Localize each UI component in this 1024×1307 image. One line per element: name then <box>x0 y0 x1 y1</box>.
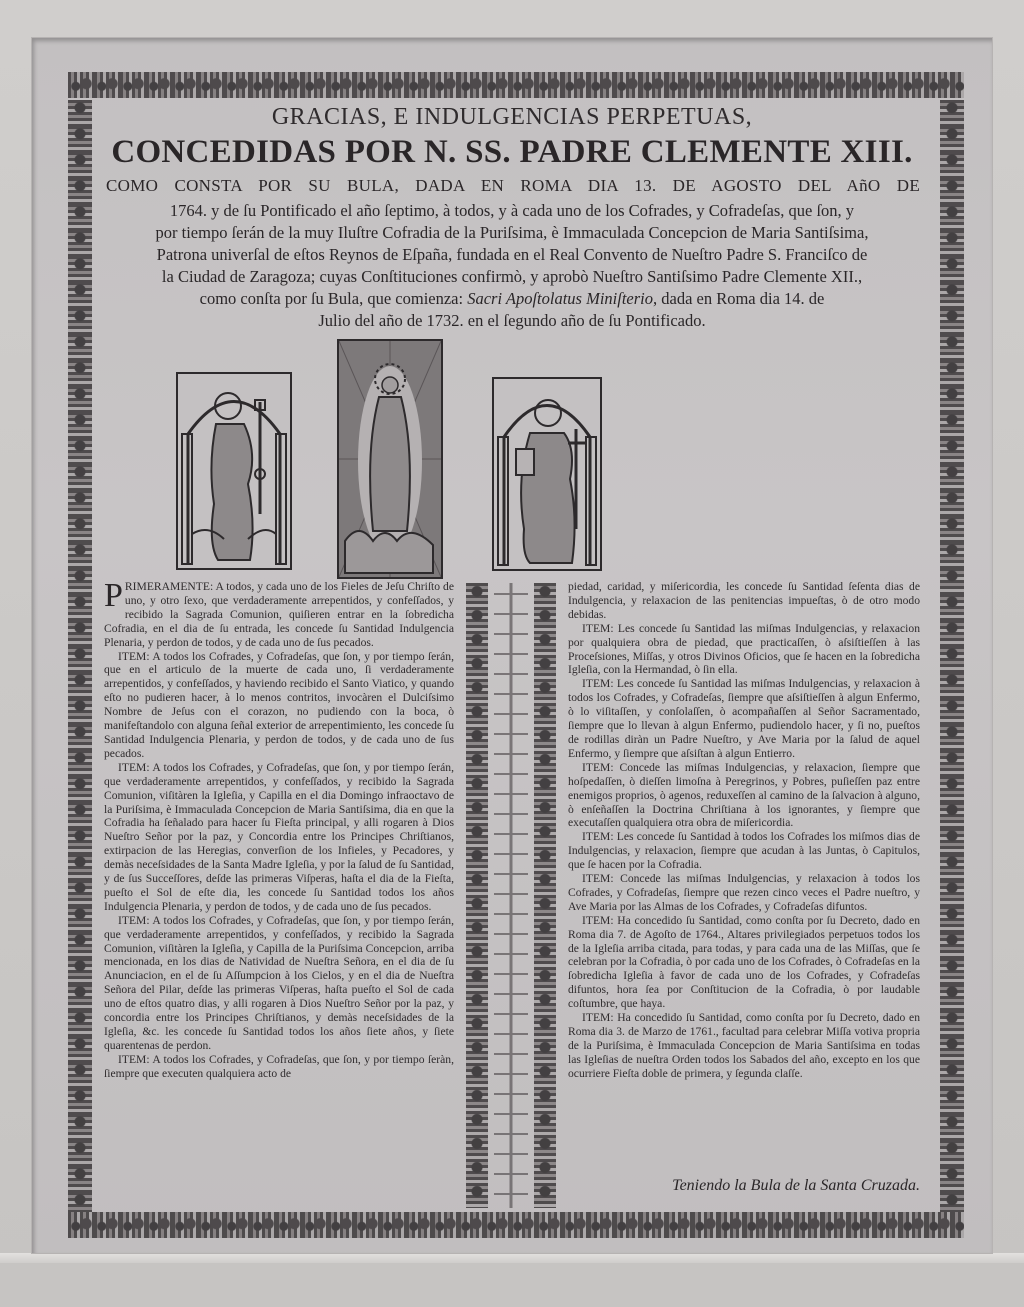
left-text-column <box>104 577 454 1081</box>
mat-bevel <box>0 1253 1024 1263</box>
paragraph-item: ITEM: A todos los Cofrades, y Cofradeſas, que ſon, y por tiempo ſerán, que en el articulo de la muerte de cada uno, ſi verdaderamente arrepentidos, y confeſſados, y haviendo recibido el Santo Viatico, y quando eſto no pudieren hacer, à lo menos contritos, invocàren el Dulciſsimo Nombre de Jeſus con el corazon, no pudiendo con la boca, ò manifeſtandolo con alguna ſeñal exterior de arrepentimiento, les concede ſu Santidad Indulgencia Plenaria, y perdon de todos, y de cada uno de ſus pecados. <box>104 649 454 760</box>
paragraph-item: ITEM: A todos los Cofrades, y Cofradeſas, que ſon, y por tiempo ſerán, que verdaderamente arrepentidos, y confeſſados, y recibido la Sagrada Comunion, viſitàren la Igleſia, y Capilla en el dia Domingo infraoctavo de la Puriſsima, è Immaculada Concepcion de Maria Santiſsima, dia en que la Cofradia ha ſeñalado para hacer ſu Fieſta principal, y alli rogaren à Dios Nueſtro Señor por la paz, y Concordia entre los Principes Chriſtianos, extirpacion de las Heregias, converſion de los Infieles, y Pecadores, y demàs neceſsidades de la Santa Madre Igleſia, y por la ſalud de ſu Santidad, y de ſus Succeſſores, deſde las primeras Viſperas, haſta el dia de la Fieſta, pueſto el Sol de eſte dia, les concede ſu Santidad todos los años Indulgencia Plenaria, y perdon de todos, y de cada uno de ſus pecados. <box>104 760 454 913</box>
paragraph-item: ITEM: Les concede ſu Santidad à todos los Cofrades los miſmos dias de Indulgencias, y relaxacion, ſiempre que acudan à las Juntas, ò Capitulos, que ſe hacen por la Cofradia. <box>568 830 920 872</box>
ornament-strip-left <box>466 583 488 1208</box>
bull-title: Sacri Apoſtolatus Miniſterio <box>467 289 653 308</box>
ornament-chain <box>494 583 528 1208</box>
right-text-column <box>568 580 920 1081</box>
ornamental-border-right <box>940 100 964 1212</box>
paragraph-text: RIMERAMENTE: A todos, y cada uno de los Fieles de Jeſu Chriſto de uno, y otro ſexo, que verdaderamente arrepentidos, y confeſſados, y recibido la Sagrada Comunion, quiſieren entrar en la ſobredicha Cofradia, en el dia de ſu entrada, les concede ſu Santidad Indulgencia Plenaria, y perdon de todos, y de cada uno de ſus pecados. <box>104 580 454 649</box>
intro-line: por tiempo ſerán de la muy Iluſtre Cofradia de la Puriſsima, è Immaculada Concepcion de Maria Santiſsima, <box>155 223 869 242</box>
intro-paragraph <box>104 200 920 332</box>
woodcut-saint-paul <box>492 377 602 571</box>
intro-line: 1764. y de ſu Pontificado el año ſeptimo, à todos, y à cada uno de los Cofrades, y Cofradeſas, que ſon, y <box>169 201 855 220</box>
intro-line: Patrona univerſal de eſtos Reynos de Eſpaña, fundada en el Real Convento de Nueſtro Padre S. Franciſco de <box>156 245 868 264</box>
ornamental-border-top <box>68 72 964 98</box>
ornamental-border-bottom <box>68 1212 964 1238</box>
saint-paul-illustration <box>494 379 600 569</box>
heading-line-3: COMO CONSTA POR SU BULA, DADA EN ROMA DIA 13. DE AGOSTO DEL AñO DE <box>106 176 920 195</box>
heading-line-1: GRACIAS, E INDULGENCIAS PERPETUAS, <box>271 104 753 130</box>
paragraph-item: ITEM: A todos los Cofrades, y Cofradeſas, que ſon, y por tiempo ſeràn, ſiempre que executen qualquiera acto de <box>104 1052 454 1080</box>
ornamental-border-left <box>68 100 92 1212</box>
signoff-line: Teniendo la Bula de la Santa Cruzada. <box>672 1177 920 1194</box>
paragraph-item: ITEM: A todos los Cofrades, y Cofradeſas, que ſon, y por tiempo ſerán, que verdaderamente arrepentidos, y confeſſados, y recibido la Sagrada Comunion, viſitàren la Igleſia, y Capilla de la Puriſsima Concepcion, arriba mencionada, en los dias de Natividad de Nueſtra Señora, en el dia de ſu Anunciacion, en el de ſu Aſſumpcion à los Cielos, y en el dia de Nueſtra Señora del Pilar, deſde las primeras Viſperas, haſta pueſto el Sol de cada uno de eſtos quatro dias, y alli rogaren à Dios Nueſtro Señor por la paz, y concordia entre los Principes Chriſtianos, y demàs neceſsidades de la Igleſia, &c. les concede ſu Santidad todos los años ſiete años, y ſiete quarentenas de perdon. <box>104 913 454 1052</box>
paragraph-continuation: piedad, caridad, y miſericordia, les concede ſu Santidad ſeſenta dias de Indulgencia, y relaxacion de las penitencias impueſtas, ò de otro modo debidas. <box>568 580 920 621</box>
intro-line: la Ciudad de Zaragoza; cuyas Conſtituciones confirmò, y aprobò Nueſtro Santiſsimo Padre Clemente XII., <box>161 267 863 286</box>
paragraph-item: ITEM: Ha concedido ſu Santidad, como conſta por ſu Decreto, dado en Roma dia 3. de Marzo de 1761., facultad para celebrar Miſſa votiva propria de la Puriſsima, è Immaculada Concepcion de Maria Santiſsima en todas las Igleſias de nueſtra Orden todos los Sabados del año, excepto en los que ocurriere Fieſta doble de primera, y ſegunda claſſe. <box>568 1011 920 1080</box>
intro-line <box>104 288 920 310</box>
intro-line: Julio del año de 1732. en el ſegundo año de ſu Pontificado. <box>318 311 706 330</box>
ornament-strip-right <box>534 583 556 1208</box>
saint-peter-illustration <box>178 374 290 568</box>
virgin-mary-illustration <box>339 341 441 577</box>
paragraph-item: ITEM: Concede las miſmas Indulgencias, y relaxacion, ſiempre que hoſpedaſſen, ò dieſſen limoſna à Peregrinos, y Pobres, puſieſſen paz entre enemigos proprios, ò agenos, reduxeſſen al camino de la ſalvacion à alguno, ò enſeñaſſen la Doctrina Chriſtiana à los ignorantes, y ſiempre que executaſſen qualquiera otra obra de miſericordia. <box>568 760 920 830</box>
column-divider-ornament <box>466 583 556 1208</box>
intro-text: , dada en Roma dia 14. de <box>653 289 825 308</box>
drop-cap: P <box>104 577 123 614</box>
paragraph-item: ITEM: Les concede ſu Santidad las miſmas Indulgencias, y relaxacion à todos los Cofrades, y Cofradeſas, ſiempre que aſsiſtieſſen à algun Enfermo, ò lo viſitaſſen, y conſolaſſen, ò acompañaſſen al Señor Sacramentado, ſiempre que lo llevan à algun Enfermo, pudiendolo hacer, y ſi no, pueſtos de rodillas diràn un Padre Nueſtro, y Ave Maria por la ſalud de aquel Enfermo, y ſiempre que aſsiſtan à algun Entierro. <box>568 677 920 760</box>
intro-text: como conſta por ſu Bula, que comienza: <box>199 289 464 308</box>
paragraph-item: ITEM: Ha concedido ſu Santidad, como conſta por ſu Decreto, dado en Roma dia 7. de Agoſto de 1764., Altares privilegiados perpetuos todos los de la Igleſia arriba citada, para todas, y para cada una de las Miſſas, que ſe celebran por la Cofradia, ò por cada uno de los Cofrades, ò Cofradeſas en la ſobredicha Igleſia à favor de cada uno de los Cofrades, y Cofradeſas difuntos, hora ſea por Conſtitucion de la Cofradia, ò por laudable coſtumbre, que haya. <box>568 913 920 1011</box>
woodcut-saint-peter <box>176 372 292 570</box>
heading-line-2: CONCEDIDAS POR N. SS. PADRE CLEMENTE XIII. <box>111 134 913 170</box>
paragraph-primeramente <box>104 577 454 650</box>
woodcut-immaculate-conception <box>337 339 443 579</box>
paragraph-item: ITEM: Les concede ſu Santidad las miſmas Indulgencias, y relaxacion por qualquiera obra de piedad, que practicaſſen, ò aſsiſtieſſen à las Proceſsiones, Miſſas, y otros Divinos Oficios, que ſe hacen en la ſobredicha Igleſia, con la Hermandad, ò ſin ella. <box>568 621 920 677</box>
paragraph-item: ITEM: Concede las miſmas Indulgencias, y relaxacion à todos los Cofrades, y Cofradeſas, ſiempre que rezen cinco veces el Padre nueſtro, y Ave Maria por las Almas de los Cofrades, y Cofradeſas difuntos. <box>568 872 920 913</box>
